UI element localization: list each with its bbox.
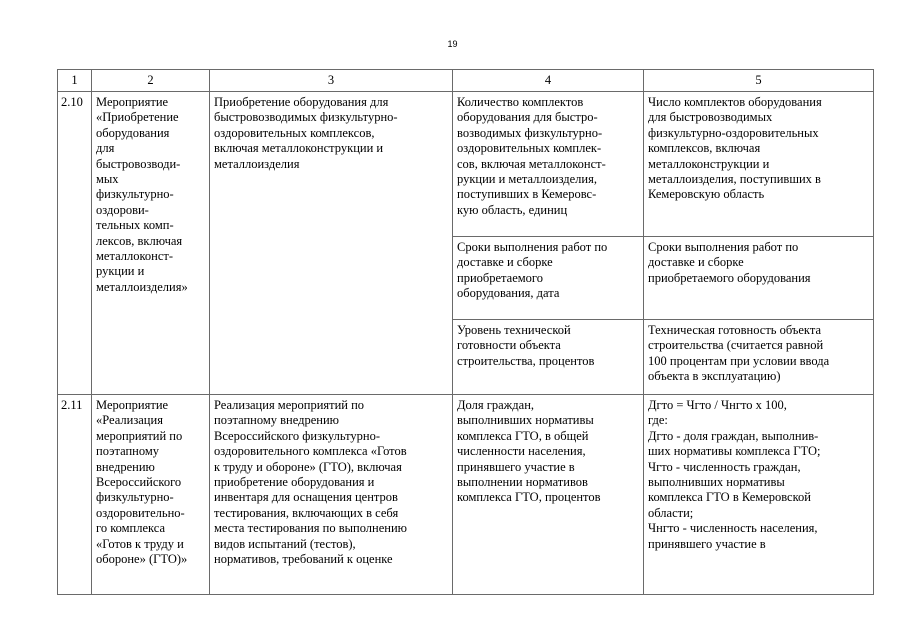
indicator-method-cell: [644, 237, 874, 320]
table-header-row: [58, 70, 874, 92]
indicator-name-cell: [453, 237, 644, 320]
text-line: металлоконструкции и: [648, 156, 770, 171]
text-line: тельных комп-: [96, 218, 174, 233]
table-row: [58, 395, 874, 595]
text-line: Всероссийского: [96, 475, 182, 490]
text-line: выполнивших нормативы: [648, 475, 785, 490]
text-line: Реализация мероприятий по: [214, 398, 365, 412]
text-line: видов испытаний (тестов),: [214, 536, 356, 551]
text-line: оздоровительно-: [96, 505, 185, 520]
column-header: 4: [453, 70, 644, 92]
page-number: 19: [447, 39, 458, 49]
text-line: области;: [648, 505, 694, 520]
text-line: обороне» (ГТО)»: [96, 552, 188, 567]
text-line: рукции и: [96, 264, 145, 279]
text-line: численности населения,: [457, 444, 586, 459]
text-line: Мероприятие: [96, 398, 169, 412]
indicator-name-cell: [453, 92, 644, 237]
text-line: Чгто - численность граждан,: [648, 459, 801, 474]
text-line: «Приобретение: [96, 110, 179, 125]
text-line: поэтапному внедрению: [214, 413, 339, 428]
text-line: оборудования для быстро-: [457, 110, 598, 125]
event-title-cell: [92, 92, 210, 395]
text-line: выполнивших нормативы: [457, 413, 594, 428]
text-line: поэтапному: [96, 444, 160, 459]
text-line: Количество комплектов: [457, 95, 584, 109]
row-number: 2.11: [58, 395, 92, 595]
text-line: «Реализация: [96, 413, 163, 428]
text-line: оздорови-: [96, 202, 149, 217]
text-line: комплекса ГТО, в общей: [457, 428, 589, 443]
text-line: Число комплектов оборудования: [648, 95, 822, 109]
text-line: приобретаемого оборудования: [648, 270, 811, 285]
text-line: комплекса ГТО, процентов: [457, 490, 601, 505]
text-line: мероприятий по: [96, 428, 183, 443]
indicator-method-cell: [644, 395, 874, 595]
text-line: Чнгто - численность населения,: [648, 521, 818, 536]
text-line: включая металлоконструкции и: [214, 141, 384, 156]
text-line: принявшего участие в: [648, 536, 766, 551]
text-line: металлоизделия: [214, 156, 300, 171]
text-line: Всероссийского физкультурно-: [214, 428, 380, 443]
text-line: строительства, процентов: [457, 353, 595, 368]
text-line: «Готов к труду и: [96, 536, 184, 551]
text-line: для быстровозводимых: [648, 110, 773, 125]
text-line: физкультурно-оздоровительных: [648, 125, 819, 140]
indicator-method-cell: [644, 320, 874, 395]
text-line: 100 процентам при условии ввода: [648, 353, 830, 368]
text-line: оздоровительного комплекса «Готов: [214, 444, 407, 459]
text-line: места тестирования по выполнению: [214, 521, 407, 536]
text-line: комплексов, включая: [648, 141, 761, 156]
column-header: 3: [210, 70, 453, 92]
text-line: оздоровительных комплексов,: [214, 125, 375, 140]
text-line: Сроки выполнения работ по: [648, 240, 799, 254]
text-line: строительства (считается равной: [648, 338, 824, 353]
text-line: для: [96, 141, 115, 156]
text-line: мых: [96, 172, 119, 187]
text-line: металлоизделия»: [96, 279, 188, 294]
text-line: Дгто - доля граждан, выполнив-: [648, 428, 819, 443]
text-line: Приобретение оборудования для: [214, 95, 389, 109]
text-line: тестирования, включающих в себя: [214, 505, 399, 520]
text-line: поступивших в Кемеровс-: [457, 187, 597, 202]
table-row: [58, 92, 874, 237]
column-header: 1: [58, 70, 92, 92]
text-line: инвентаря для оснащения центров: [214, 490, 398, 505]
text-line: Дгто = Чгто / Чнгто х 100,: [648, 398, 787, 412]
text-line: приобретение оборудования и: [214, 475, 375, 490]
text-line: где:: [648, 413, 668, 428]
text-line: Доля граждан,: [457, 398, 535, 412]
event-title-cell: [92, 395, 210, 595]
text-line: Уровень технической: [457, 323, 571, 337]
text-line: доставке и сборке: [457, 255, 553, 270]
text-line: ших нормативы комплекса ГТО;: [648, 444, 821, 459]
text-line: к труду и обороне» (ГТО), включая: [214, 459, 402, 474]
text-line: оборудования, дата: [457, 286, 560, 301]
text-line: Кемеровскую область: [648, 187, 765, 202]
text-line: внедрению: [96, 459, 155, 474]
text-line: Техническая готовность объекта: [648, 323, 821, 337]
text-line: принявшего участие в: [457, 459, 575, 474]
text-line: кую область, единиц: [457, 202, 568, 217]
text-line: выполнении нормативов: [457, 475, 588, 490]
indicator-name-cell: [453, 395, 644, 595]
text-line: быстровозводимых физкультурно-: [214, 110, 398, 125]
text-line: комплекса ГТО в Кемеровской: [648, 490, 811, 505]
text-line: лексов, включая: [96, 233, 183, 248]
text-line: оборудования: [96, 125, 170, 140]
column-header: 5: [644, 70, 874, 92]
text-line: сов, включая металлоконст-: [457, 156, 606, 171]
text-line: быстровозводи-: [96, 156, 181, 171]
text-line: объекта в эксплуатацию): [648, 369, 781, 384]
indicator-name-cell: [453, 320, 644, 395]
text-line: го комплекса: [96, 521, 166, 536]
text-line: Мероприятие: [96, 95, 169, 109]
row-number: 2.10: [58, 92, 92, 395]
program-measures-table: [57, 69, 874, 595]
event-description-cell: [210, 92, 453, 395]
text-line: Сроки выполнения работ по: [457, 240, 608, 254]
text-line: физкультурно-: [96, 490, 174, 505]
text-line: нормативов, требований к оценке: [214, 552, 393, 567]
text-line: металлоизделия, поступивших в: [648, 172, 821, 187]
text-line: готовности объекта: [457, 338, 561, 353]
text-line: оздоровительных комплек-: [457, 141, 602, 156]
event-description-cell: [210, 395, 453, 595]
text-line: возводимых физкультурно-: [457, 125, 603, 140]
text-line: приобретаемого: [457, 270, 543, 285]
text-line: рукции и металлоизделия,: [457, 172, 597, 187]
indicator-method-cell: [644, 92, 874, 237]
text-line: физкультурно-: [96, 187, 174, 202]
column-header: 2: [92, 70, 210, 92]
text-line: доставке и сборке: [648, 255, 744, 270]
text-line: металлоконст-: [96, 249, 174, 264]
